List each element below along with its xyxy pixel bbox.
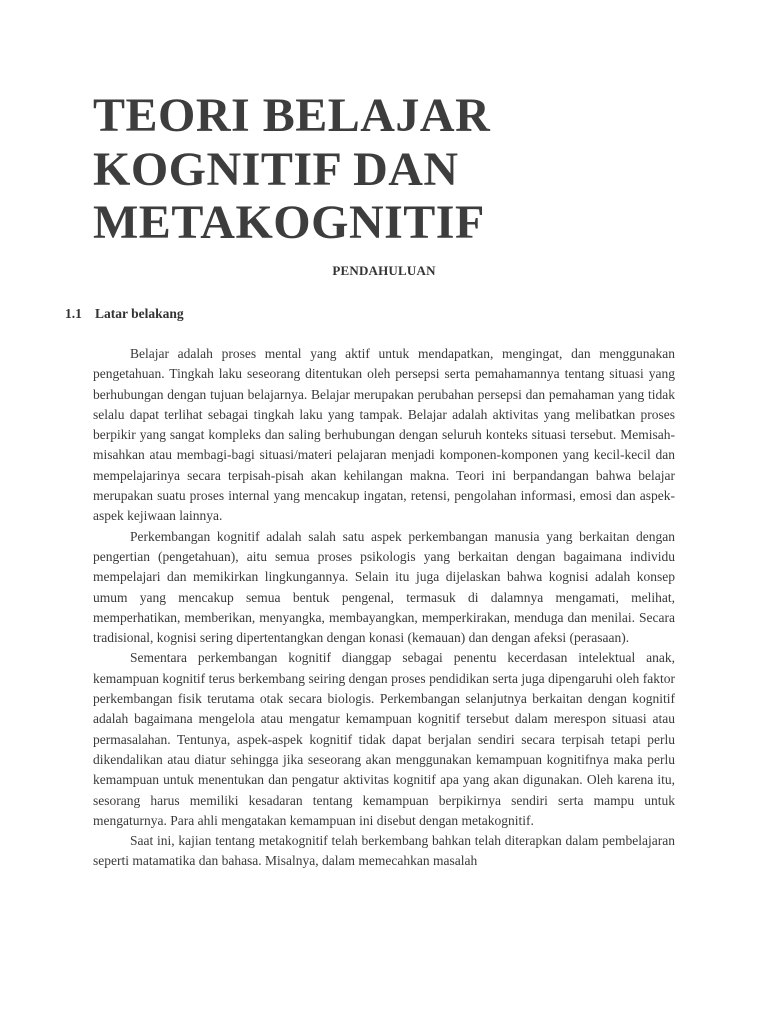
title-line: TEORI BELAJAR: [93, 89, 491, 142]
subsection-number: 1.1: [65, 306, 82, 321]
title-line: KOGNITIF DAN: [93, 142, 459, 196]
paragraph: Belajar adalah proses mental yang aktif untuk mendapatkan, mengingat, dan menggunakan pengetahuan. Tingkah laku seseorang ditentukan oleh persepsi serta pemahamannya tentang situasi yang berhubungan dengan tujuan belajarnya. Belajar merupakan perubahan persepsi dan pemahaman yang tidak selalu dapat terlihat sebagai tingkah laku yang tampak. Belajar adalah aktivitas yang melibatkan proses berpikir yang sangat kompleks dan saling berhubungan dengan seluruh konteks situasi tersebut. Memisah-misahkan atau membagi-bagi situasi/materi pelajaran menjadi komponen-komponen yang kecil-kecil dan mempelajarinya secara terpisah-pisah akan kehilangan makna. Teori ini berpandangan bahwa belajar merupakan suatu proses internal yang mencakup ingatan, retensi, pengolahan informasi, emosi dan aspek-aspek kejiwaan lainnya.: [93, 346, 675, 524]
document-title: [93, 89, 653, 250]
section-heading: PENDAHULUAN: [332, 263, 436, 278]
title-line: METAKOGNITIF: [93, 196, 485, 249]
paragraph: Saat ini, kajian tentang metakognitif telah berkembang bahkan telah diterapkan dalam pembelajaran seperti matamatika dan bahasa. Misalnya, dalam memecahkan masalah: [93, 833, 675, 869]
paragraph: Sementara perkembangan kognitif dianggap sebagai penentu kecerdasan intelektual anak, kemampuan kognitif terus berkembang seiring dengan proses pendidikan serta juga dipengaruhi oleh faktor perkembangan fisik terutama otak secara biologis. Perkembangan selanjutnya berkaitan dengan kognitif adalah bagaimana mengelola atau mengatur kemampuan kognitif tersebut dalam merespon situasi atau permasalahan. Tentunya, aspek-aspek kognitif tidak dapat berjalan sendiri secara terpisah tetapi perlu dikendalikan atau diatur sehingga jika seseorang akan menggunakan kemampuan kognitifnya maka perlu kemampuan untuk menentukan dan pengatur aktivitas kognitif apa yang akan digunakan. Oleh karena itu, sesorang harus memiliki kesadaran tentang kemampuan berpikirnya sendiri serta mampu untuk mengaturnya. Para ahli mengatakan kemampuan ini disebut dengan metakognitif.: [93, 650, 675, 828]
paragraph: Perkembangan kognitif adalah salah satu aspek perkembangan manusia yang berkaitan dengan pengertian (pengetahuan), aitu semua proses psikologis yang berkaitan dengan bagaimana individu mempelajari dan memikirkan lingkungannya. Selain itu juga dijelaskan bahwa kognisi adalah konsep umum yang mencakup semua bentuk pengenal, termasuk di dalamnya mengamati, melihat, memperhatikan, memberikan, menyangka, membayangkan, memperkirakan, menduga dan menilai. Secara tradisional, kognisi sering dipertentangkan dengan konasi (kemauan) dan dengan afeksi (perasaan).: [93, 528, 675, 646]
subsection-title: Latar belakang: [95, 306, 184, 321]
body-text: [93, 344, 675, 872]
subsection-heading: [65, 305, 184, 322]
